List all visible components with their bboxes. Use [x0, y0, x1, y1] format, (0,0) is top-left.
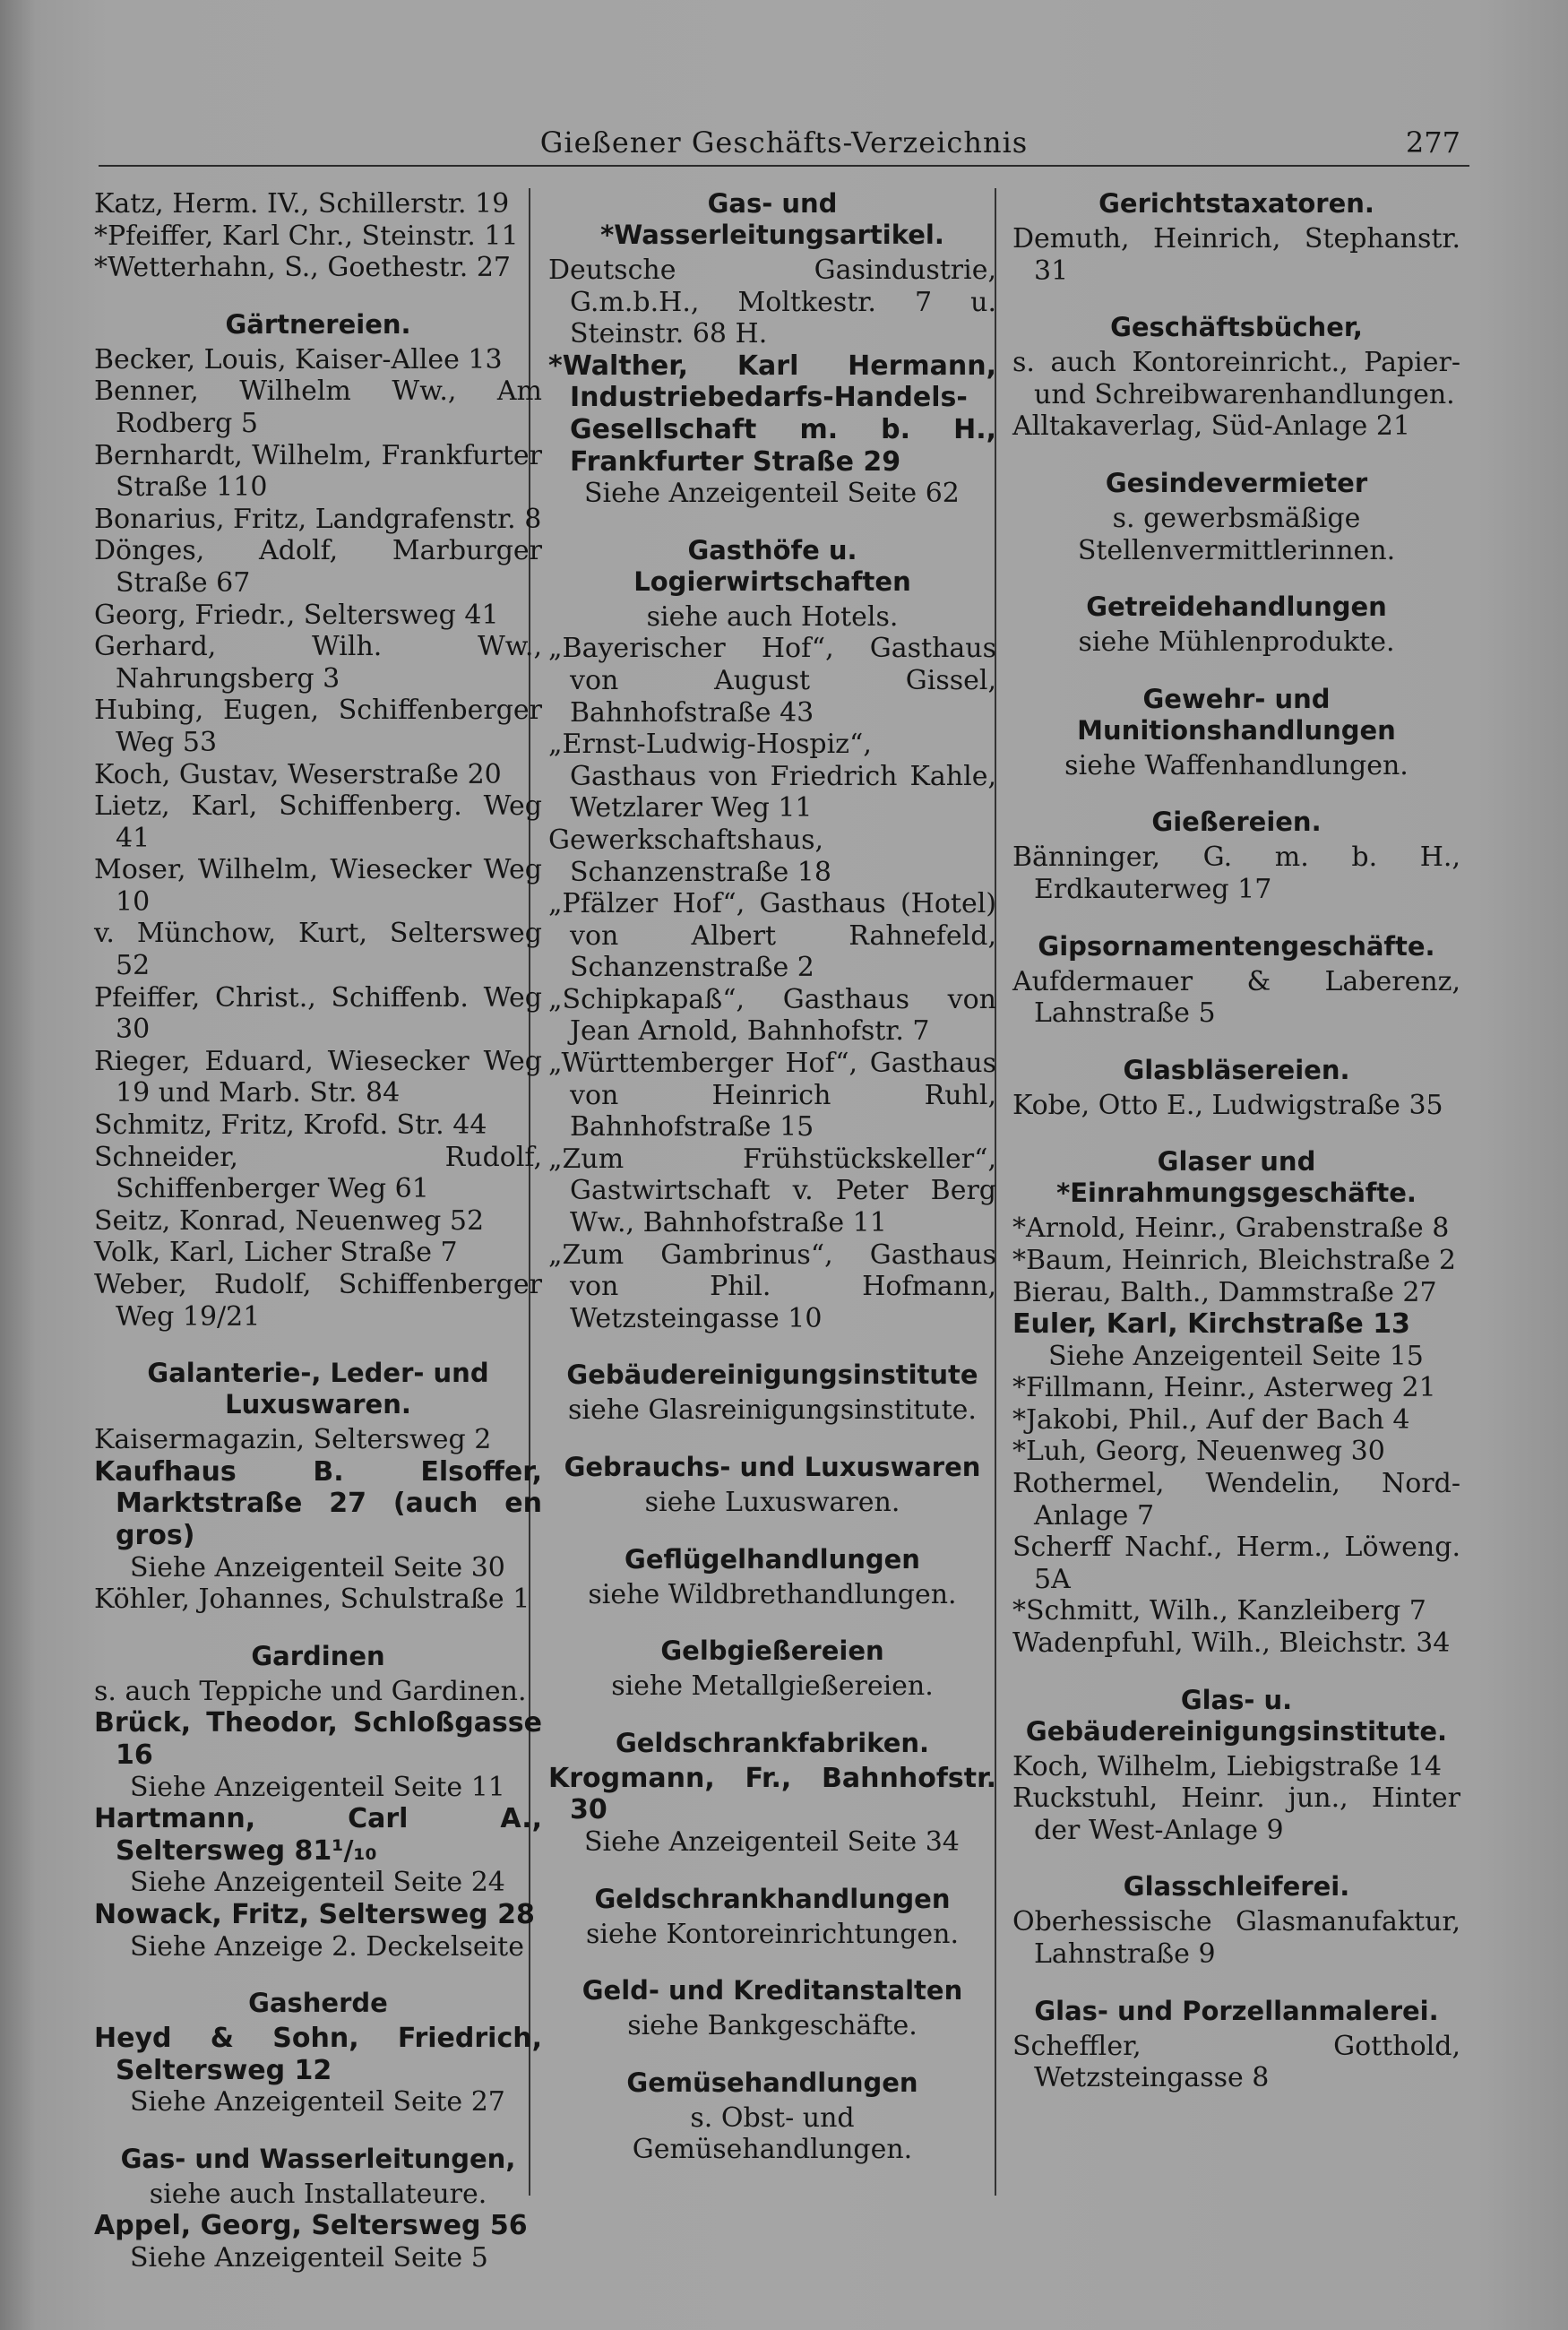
- section-heading: Gärtnereien.: [225, 308, 411, 340]
- directory-entry: „Ernst-Ludwig-Hospiz“, Gasthaus von Friedrich Kahle, Wetzlarer Weg 11: [548, 729, 996, 824]
- directory-entry: *Schmitt, Wilh., Kanzleiberg 7: [1012, 1595, 1426, 1627]
- directory-entry: Koch, Gustav, Weserstraße 20: [94, 758, 502, 790]
- directory-entry: *Fillmann, Heinr., Asterweg 21: [1012, 1372, 1436, 1404]
- cross-reference: siehe Wildbrethandlungen.: [588, 1578, 957, 1610]
- advert-reference: Siehe Anzeigenteil Seite 30: [130, 1551, 505, 1584]
- page-number: 277: [1405, 125, 1460, 160]
- directory-entry: Gerhard, Wilh. Ww., Nahrungsberg 3: [94, 631, 542, 695]
- directory-entry: Bänninger, G. m. b. H., Erdkauterweg 17: [1012, 841, 1460, 905]
- directory-entry: „Württemberger Hof“, Gasthaus von Heinrich Ruhl, Bahnhofstraße 15: [548, 1048, 996, 1143]
- directory-entry: *Pfeiffer, Karl Chr., Steinstr. 11: [94, 220, 519, 252]
- directory-entry-bold: Heyd & Sohn, Friedrich, Seltersweg 12: [94, 2023, 542, 2086]
- directory-entry: Wadenpfuhl, Wilh., Bleichstr. 34: [1012, 1627, 1451, 1660]
- directory-entry: Alltakaverlag, Süd-Anlage 21: [1012, 410, 1411, 443]
- directory-entry: *Jakobi, Phil., Auf der Bach 4: [1012, 1403, 1410, 1436]
- section-heading: Geldschrankfabriken.: [615, 1727, 930, 1758]
- directory-entry: Lietz, Karl, Schiffenberg. Weg 41: [94, 790, 542, 854]
- section-heading: Gebrauchs- und Luxuswaren: [564, 1452, 981, 1482]
- directory-column-2: [548, 188, 996, 2205]
- cross-reference: s. Obst- und Gemüsehandlungen.: [632, 2101, 913, 2166]
- directory-entry: Volk, Karl, Licher Straße 7: [94, 1237, 458, 1269]
- directory-entry: Bierau, Balth., Dammstraße 27: [1012, 1276, 1437, 1308]
- section-heading: Geldschrankhandlungen: [594, 1883, 951, 1914]
- section-heading: Gerichtstaxatoren.: [1098, 188, 1374, 219]
- directory-entry: Rieger, Eduard, Wiesecker Weg 19 und Marb. Str. 84: [94, 1045, 542, 1109]
- section-heading: Gelbgießereien: [660, 1635, 884, 1667]
- section-heading: Gesindevermieter: [1105, 467, 1368, 498]
- advert-reference: Siehe Anzeige 2. Deckelseite: [130, 1930, 524, 1963]
- directory-entry-bold: Brück, Theodor, Schloßgasse 16: [94, 1707, 542, 1771]
- advert-reference: Siehe Anzeigenteil Seite 5: [130, 2242, 488, 2274]
- section-heading: Gasherde: [248, 1988, 388, 2019]
- section-heading: Galanterie-, Leder- und Luxuswaren.: [147, 1358, 489, 1420]
- directory-entry: Benner, Wilhelm Ww., Am Rodberg 5: [94, 375, 542, 439]
- section-heading: Geflügelhandlungen: [625, 1543, 920, 1575]
- directory-entry: Hubing, Eugen, Schiffenberger Weg 53: [94, 695, 542, 758]
- directory-entry: Weber, Rudolf, Schiffenberger Weg 19/21: [94, 1269, 542, 1333]
- cross-reference: siehe Bankgeschäfte.: [627, 2010, 918, 2042]
- cross-reference: siehe Waffenhandlungen.: [1064, 749, 1409, 781]
- section-heading: Gardinen: [251, 1640, 385, 1671]
- directory-entry: Köhler, Johannes, Schulstraße 1: [94, 1584, 530, 1616]
- advert-reference: Siehe Anzeigenteil Seite 27: [130, 2086, 505, 2119]
- section-heading: Geschäftsbücher,: [1110, 312, 1363, 343]
- section-heading: Gemüsehandlungen: [626, 2067, 918, 2098]
- directory-entry-bold: Euler, Karl, Kirchstraße 13: [1012, 1308, 1410, 1341]
- section-heading: Gipsornamentengeschäfte.: [1038, 930, 1435, 962]
- directory-entry: *Baum, Heinrich, Bleichstraße 2: [1012, 1244, 1456, 1276]
- page-header: [99, 125, 1469, 167]
- directory-entry: Dönges, Adolf, Marburger Straße 67: [94, 535, 542, 599]
- directory-column-3: [1012, 188, 1460, 2205]
- directory-entry-bold: Kaufhaus B. Elsoffer, Marktstraße 27 (auch en gros): [94, 1455, 542, 1551]
- advert-reference: Siehe Anzeigenteil Seite 11: [130, 1771, 505, 1803]
- section-heading: Gewehr- und Munitionshandlungen: [1077, 683, 1396, 746]
- section-heading: Getreidehandlungen: [1086, 591, 1387, 623]
- section-heading: Glasschleiferei.: [1123, 1871, 1350, 1903]
- directory-entry: Aufdermauer & Laberenz, Lahnstraße 5: [1012, 965, 1460, 1030]
- directory-entry: Katz, Herm. IV., Schillerstr. 19: [94, 188, 510, 220]
- section-heading: Gießereien.: [1151, 807, 1322, 838]
- cross-reference: siehe Metallgießereien.: [611, 1670, 934, 1703]
- directory-entry: Scherff Nachf., Herm., Löweng. 5A: [1012, 1532, 1460, 1595]
- directory-entry: Schneider, Rudolf, Schiffenberger Weg 61: [94, 1141, 542, 1205]
- section-heading: Glasbläsereien.: [1123, 1054, 1350, 1085]
- directory-entry: Becker, Louis, Kaiser-Allee 13: [94, 343, 503, 375]
- section-heading: Gebäudereinigungsinstitute: [566, 1359, 978, 1391]
- directory-entry: „Zum Gambrinus“, Gasthaus von Phil. Hofmann, Wetzsteingasse 10: [548, 1238, 996, 1334]
- section-heading: Gasthöfe u. Logierwirtschaften: [633, 534, 911, 597]
- directory-entry: Koch, Wilhelm, Liebigstraße 14: [1012, 1750, 1443, 1782]
- directory-entry: Ruckstuhl, Heinr. jun., Hinter der West-Anlage 9: [1012, 1782, 1460, 1846]
- directory-entry: Bernhardt, Wilhelm, Frankfurter Straße 110: [94, 439, 542, 504]
- directory-entry: Kobe, Otto E., Ludwigstraße 35: [1012, 1089, 1443, 1121]
- directory-entry: s. auch Teppiche und Gardinen.: [94, 1675, 527, 1707]
- directory-column-1: [94, 188, 542, 2274]
- directory-entry: Oberhessische Glasmanufaktur, Lahnstraße 9: [1012, 1906, 1460, 1970]
- section-heading: Glas- u. Gebäudereinigungsinstitute.: [1025, 1684, 1448, 1747]
- directory-entry: Pfeiffer, Christ., Schiffenb. Weg 30: [94, 981, 542, 1046]
- directory-entry-bold: Appel, Georg, Seltersweg 56: [94, 2210, 528, 2242]
- directory-entry: „Bayerischer Hof“, Gasthaus von August Gissel, Bahnhofstraße 43: [548, 633, 996, 729]
- directory-entry: *Wetterhahn, S., Goethestr. 27: [94, 252, 512, 284]
- directory-entry: *Luh, Georg, Neuenweg 30: [1012, 1436, 1385, 1468]
- directory-entry: „Pfälzer Hof“, Gasthaus (Hotel) von Albert Rahnefeld, Schanzenstraße 2: [548, 888, 996, 984]
- directory-entry: Bonarius, Fritz, Landgrafenstr. 8: [94, 503, 542, 535]
- directory-entry: Gewerkschaftshaus, Schanzenstraße 18: [548, 824, 831, 888]
- directory-entry: s. auch Kontoreinricht., Papier- und Schreibwarenhandlungen.: [1012, 347, 1460, 410]
- section-heading: Geld- und Kreditanstalten: [582, 1975, 963, 2006]
- section-heading: Gas- und *Wasserleitungsartikel.: [600, 188, 944, 250]
- directory-entry: „Schipkapaß“, Gasthaus von Jean Arnold, Bahnhofstr. 7: [548, 983, 996, 1048]
- directory-entry: Scheffler, Gotthold, Wetzsteingasse 8: [1012, 2030, 1460, 2094]
- cross-reference: s. gewerbsmäßige Stellenvermittlerinnen.: [1077, 502, 1396, 566]
- directory-entry-bold: Krogmann, Fr., Bahnhofstr. 30: [548, 1762, 996, 1826]
- directory-entry-bold: Nowack, Fritz, Seltersweg 28: [94, 1898, 535, 1930]
- cross-reference: siehe Mühlenprodukte.: [1078, 626, 1395, 659]
- cross-reference: siehe Luxuswaren.: [644, 1487, 900, 1518]
- directory-entry: Demuth, Heinrich, Stephanstr. 31: [1012, 223, 1460, 287]
- cross-reference: siehe Kontoreinrichtungen.: [585, 1918, 960, 1950]
- directory-entry: Seitz, Konrad, Neuenweg 52: [94, 1204, 485, 1237]
- section-heading: Glas- und Porzellanmalerei.: [1034, 1995, 1439, 2026]
- advert-reference: Siehe Anzeigenteil Seite 34: [584, 1825, 960, 1858]
- directory-entry: Rothermel, Wendelin, Nord-Anlage 7: [1012, 1468, 1460, 1532]
- directory-entry: „Zum Frühstückskeller“, Gastwirtschaft v. Peter Berg Ww., Bahnhofstraße 11: [548, 1143, 996, 1239]
- directory-entry: Schmitz, Fritz, Krofd. Str. 44: [94, 1109, 487, 1142]
- directory-entry: Georg, Friedr., Seltersweg 41: [94, 599, 499, 631]
- directory-entry: Deutsche Gasindustrie, G.m.b.H., Moltkestr. 7 u. Steinstr. 68 H.: [548, 255, 996, 350]
- directory-entry: *Arnold, Heinr., Grabenstraße 8: [1012, 1212, 1450, 1245]
- section-heading: Gas- und Wasserleitungen,: [120, 2143, 516, 2174]
- advert-reference: Siehe Anzeigenteil Seite 15: [1048, 1340, 1424, 1372]
- cross-reference: siehe Glasreinigungsinstitute.: [568, 1394, 977, 1427]
- directory-entry-bold: *Walther, Karl Hermann, Industriebedarfs-Handels-Gesellschaft m. b. H., Frankfurter Straße 29: [548, 350, 996, 478]
- directory-entry-bold: Hartmann, Carl A., Seltersweg 81¹/₁₀: [94, 1803, 542, 1867]
- cross-reference: siehe auch Installateure.: [149, 2178, 487, 2210]
- directory-entry: Moser, Wilhelm, Wiesecker Weg 10: [94, 854, 542, 918]
- advert-reference: Siehe Anzeigenteil Seite 24: [130, 1867, 505, 1899]
- directory-entry: Kaisermagazin, Seltersweg 2: [94, 1424, 492, 1456]
- advert-reference: Siehe Anzeigenteil Seite 62: [584, 478, 960, 510]
- directory-entry: v. Münchow, Kurt, Seltersweg 52: [94, 918, 542, 982]
- cross-reference: siehe auch Hotels.: [646, 600, 899, 633]
- section-heading: Glaser und *Einrahmungsgeschäfte.: [1056, 1146, 1417, 1209]
- running-title: Gießener Geschäfts-Verzeichnis: [539, 125, 1029, 160]
